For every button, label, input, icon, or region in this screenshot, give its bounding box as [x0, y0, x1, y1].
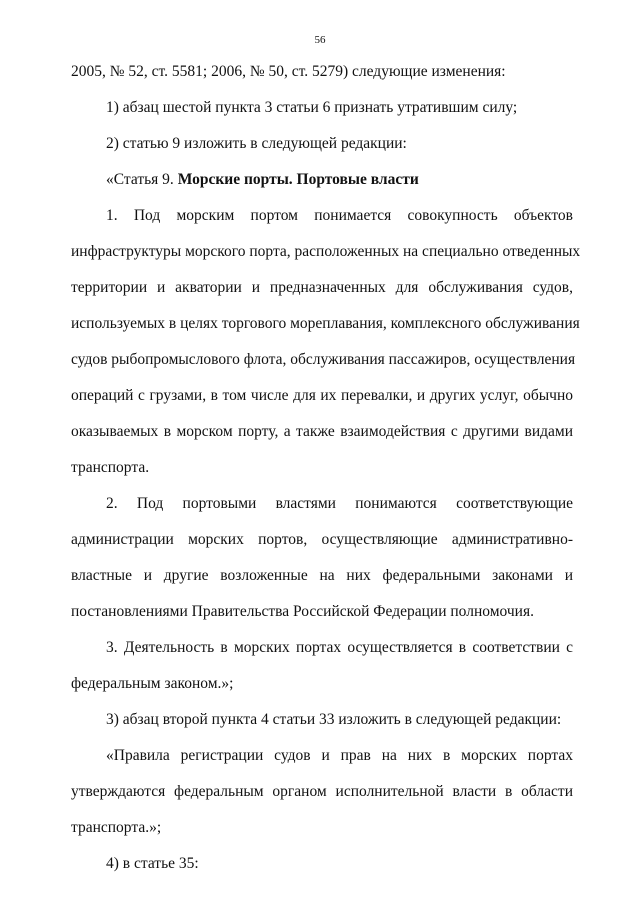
- text-line: 3. Деятельность в морских портах осуществляется в соответствии с: [106, 639, 573, 656]
- text-line: используемых в целях торгового мореплавания, комплексного обслуживания: [71, 315, 580, 332]
- article-heading-prefix: «Статья 9.: [106, 171, 178, 188]
- text-line: инфраструктуры морского порта, расположенных на специально отведенных: [71, 243, 581, 260]
- text-line: властные и другие возложенные на них федеральными законами и: [71, 567, 573, 584]
- text-line: 2. Под портовыми властями понимаются соответствующие: [106, 495, 573, 512]
- text-line: транспорта.»;: [71, 819, 162, 836]
- text-line: федеральным законом.»;: [71, 675, 234, 692]
- text-line: 2005, № 52, ст. 5581; 2006, № 50, ст. 5279) следующие изменения:: [71, 63, 506, 80]
- text-line: территории и акватории и предназначенных для обслуживания судов,: [71, 279, 573, 296]
- text-line: 3) абзац второй пункта 4 статьи 33 изложить в следующей редакции:: [106, 711, 562, 728]
- text-line: транспорта.: [71, 459, 150, 476]
- article-heading: [106, 170, 419, 190]
- text-line: постановлениями Правительства Российской Федерации полномочия.: [71, 603, 534, 620]
- article-heading-title: Морские порты. Портовые власти: [177, 171, 419, 188]
- text-line: 2) статью 9 изложить в следующей редакции:: [106, 135, 407, 152]
- text-line: 1) абзац шестой пункта 3 статьи 6 признать утратившим силу;: [106, 99, 518, 116]
- text-line: утверждаются федеральным органом исполнительной власти в области: [71, 783, 573, 800]
- text-line: оказываемых в морском порту, а также взаимодействия с другими видами: [71, 423, 573, 440]
- text-line: «Правила регистрации судов и прав на них в морских портах: [106, 747, 573, 764]
- text-line: 1. Под морским портом понимается совокупность объектов: [106, 207, 573, 224]
- text-line: судов рыбопромыслового флота, обслуживания пассажиров, осуществления: [71, 351, 576, 368]
- page-number: 56: [314, 34, 326, 46]
- text-line: 4) в статье 35:: [106, 855, 199, 872]
- text-line: администрации морских портов, осуществляющие административно-: [71, 531, 573, 548]
- text-line: операций с грузами, в том числе для их перевалки, и других услуг, обычно: [71, 387, 573, 404]
